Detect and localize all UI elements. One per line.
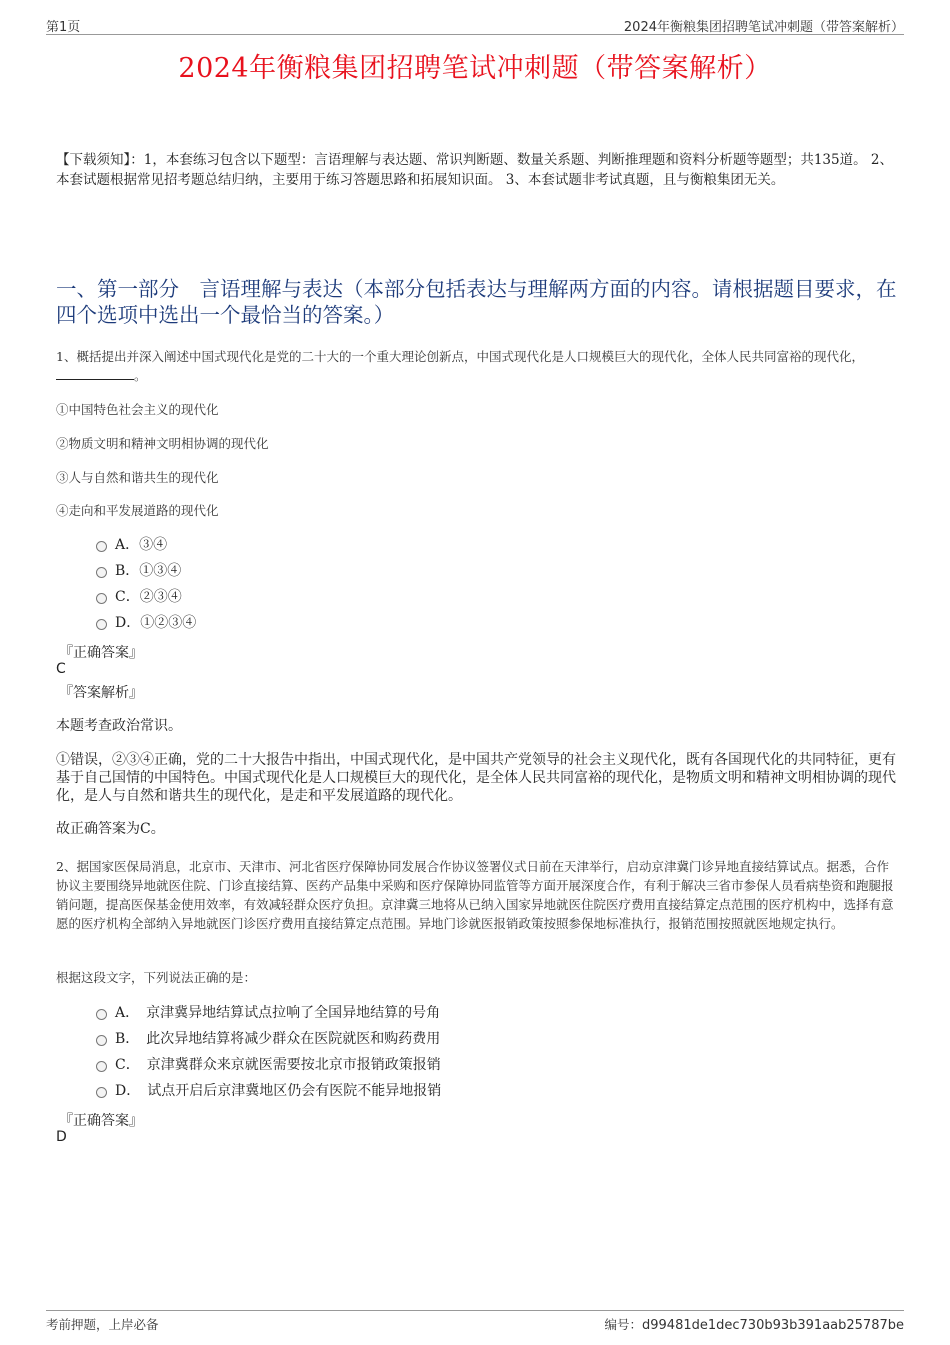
footer-code: 编号：d99481de1dec730b93b391aab25787be [604, 1317, 904, 1333]
radio-icon[interactable] [96, 1087, 107, 1098]
section-title: 一、第一部分 言语理解与表达（本部分包括表达与理解两方面的内容。请根据题目要求，在四个选项中选出一个最恰当的答案。） [56, 277, 897, 327]
q1-option-d[interactable]: D．①②③④ [96, 613, 196, 633]
radio-icon[interactable] [96, 593, 107, 604]
q2-option-c[interactable]: C． 京津冀群众来京就医需要按北京市报销政策报销 [96, 1055, 441, 1075]
radio-icon[interactable] [96, 541, 107, 552]
q2-answer: D [56, 1129, 67, 1145]
download-notice: 【下载须知】：1，本套练习包含以下题型：言语理解与表达题、常识判断题、数量关系题、判断推理题和资料分析题等题型；共135道。 2、本套试题根据常见招考题总结归纳，主要用于练习答题思路和拓展知识面。 3、本套试题非考试真题，且与衡粮集团无关。 [56, 152, 893, 188]
q1-item-4: ④走向和平发展道路的现代化 [56, 503, 219, 518]
q1-option-c[interactable]: C．②③④ [96, 587, 182, 607]
q1-blank [56, 367, 134, 380]
page-footer [46, 1310, 904, 1333]
page-number: 第1页 [46, 20, 81, 35]
q1-option-a[interactable]: A．③④ [96, 535, 167, 555]
q1-answer-label: 『正确答案』 [59, 645, 143, 661]
q1-answer: C [56, 661, 66, 677]
q2-answer-label: 『正确答案』 [59, 1113, 143, 1129]
q1-analysis-p2: ①错误，②③④正确，党的二十大报告中指出，中国式现代化，是中国共产党领导的社会主义现代化，既有各国现代化的共同特征，更有基于自己国情的中国特色。中国式现代化是人口规模巨大的现代化，是全体人民共同富裕的现代化，是物质文明和精神文明相协调的现代化，是人与自然和谐共生的现代化，是走和平发展道路的现代化。 [56, 752, 896, 804]
q1-analysis-p1: 本题考查政治常识。 [56, 718, 182, 734]
radio-icon[interactable] [96, 567, 107, 578]
q1-item-2: ②物质文明和精神文明相协调的现代化 [56, 436, 269, 451]
footer-slogan: 考前押题，上岸必备 [46, 1317, 159, 1332]
q1-stem: 1、概括提出并深入阐述中国式现代化是党的二十大的一个重大理论创新点，中国式现代化是人口规模巨大的现代化，全体人民共同富裕的现代化，。 [56, 349, 864, 383]
radio-icon[interactable] [96, 619, 107, 630]
q2-stem: 2、据国家医保局消息，北京市、天津市、河北省医疗保障协同发展合作协议签署仪式日前在天津举行，启动京津冀门诊异地直接结算试点。据悉，合作协议主要围绕异地就医住院、门诊直接结算、医药产品集中采购和医疗保障协同监管等方面开展深度合作，有利于解决三省市参保人员看病垫资和跑腿报销问题，提高医保基金使用效率，有效减轻群众医疗负担。京津冀三地将从已纳入国家异地就医住院医疗费用直接结算定点范围的医疗机构中，选择有意愿的医疗机构全部纳入异地就医门诊医疗费用直接结算定点范围。异地门诊就医报销政策按照参保地标准执行，报销范围按照就医地规定执行。 [56, 859, 894, 931]
q2-option-a[interactable]: A． 京津冀异地结算试点拉响了全国异地结算的号角 [96, 1003, 440, 1023]
q2-question: 根据这段文字，下列说法正确的是： [56, 970, 257, 985]
q2-option-b[interactable]: B． 此次异地结算将减少群众在医院就医和购药费用 [96, 1029, 440, 1049]
q1-analysis-label: 『答案解析』 [59, 685, 143, 701]
q1-item-1: ①中国特色社会主义的现代化 [56, 402, 219, 417]
q1-option-b[interactable]: B．①③④ [96, 561, 181, 581]
radio-icon[interactable] [96, 1061, 107, 1072]
radio-icon[interactable] [96, 1009, 107, 1020]
q2-option-d[interactable]: D． 试点开启后京津冀地区仍会有医院不能异地报销 [96, 1081, 441, 1101]
q1-analysis-p3: 故正确答案为C。 [56, 821, 165, 837]
document-title: 2024年衡粮集团招聘笔试冲刺题（带答案解析） [178, 53, 772, 84]
radio-icon[interactable] [96, 1035, 107, 1046]
q1-item-3: ③人与自然和谐共生的现代化 [56, 470, 219, 485]
page-header [46, 14, 904, 35]
header-doc-title: 2024年衡粮集团招聘笔试冲刺题（带答案解析） [623, 20, 904, 35]
